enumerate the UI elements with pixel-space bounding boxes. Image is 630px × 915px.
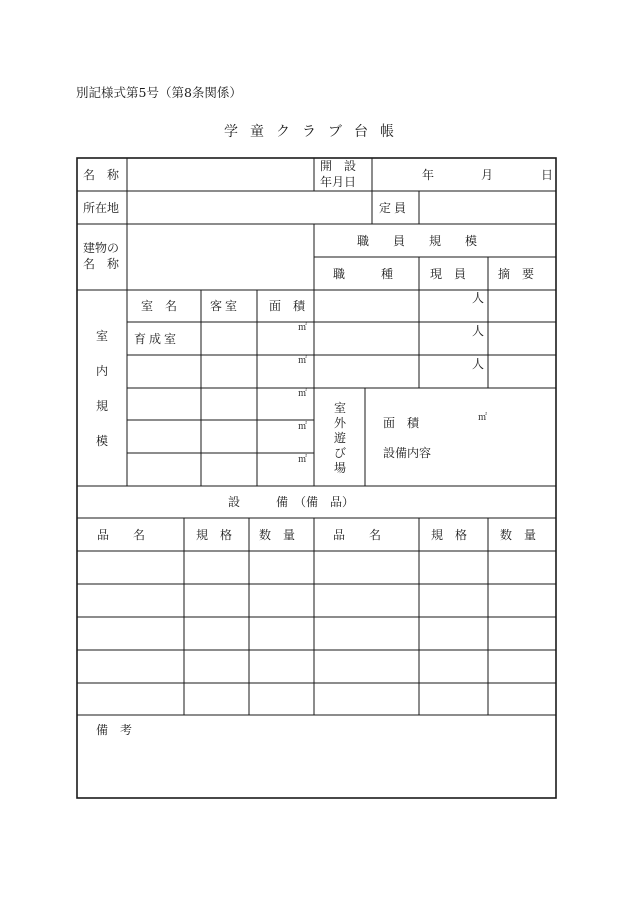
capacity-label: 定員 — [379, 201, 410, 215]
square-meter-unit: ㎡ — [298, 422, 308, 432]
outdoor-label-char: 外 — [334, 416, 347, 430]
indoor-label-char: 内 — [96, 364, 109, 378]
outdoor-label-char: 遊 — [334, 431, 347, 445]
equipment-content-label: 設備内容 — [383, 446, 432, 460]
summary-label: 摘 要 — [498, 267, 535, 281]
equipment-section-label: 設 備 （備 品） — [228, 495, 355, 509]
form-reference: 別記様式第5号（第8条関係） — [76, 85, 242, 100]
indoor-label-char: 規 — [96, 399, 109, 413]
equipment-column-header: 規 格 — [196, 528, 233, 542]
outdoor-label-char: び — [334, 446, 347, 460]
square-meter-unit: ㎡ — [298, 389, 308, 399]
square-meter-unit: ㎡ — [298, 356, 308, 366]
opening-date-label-2: 年月日 — [320, 175, 357, 189]
form-border — [77, 158, 556, 798]
indoor-label-char: 室 — [96, 329, 109, 343]
building-name-label-2: 名 称 — [83, 257, 120, 271]
person-unit: 人 — [472, 357, 485, 371]
equipment-column-header: 数 量 — [259, 528, 296, 542]
equipment-column-header: 規 格 — [431, 528, 468, 542]
room-name-label: 室 名 — [141, 299, 178, 313]
opening-date-label-1: 開 設 — [320, 159, 357, 173]
address-label: 所在地 — [83, 201, 120, 215]
square-meter-unit: ㎡ — [298, 323, 308, 333]
area-label: 面 積 — [269, 299, 306, 313]
day-label: 日 — [541, 168, 554, 182]
year-label: 年 — [422, 168, 435, 182]
square-meter-unit: ㎡ — [478, 413, 488, 423]
equipment-column-header: 品 名 — [333, 528, 382, 542]
job-type-label: 職 種 — [333, 267, 394, 281]
month-label: 月 — [481, 168, 494, 182]
equipment-column-header: 品 名 — [97, 528, 146, 542]
outdoor-area-label: 面 積 — [383, 416, 420, 430]
person-unit: 人 — [472, 291, 485, 305]
outdoor-label-char: 室 — [334, 401, 347, 415]
building-name-label-1: 建物の — [83, 241, 120, 255]
remarks-label: 備 考 — [96, 723, 133, 737]
guest-room-label: 客室 — [210, 299, 241, 313]
name-label: 名 称 — [83, 168, 120, 182]
room-name-cell: 育成室 — [134, 332, 180, 346]
document-title: 学童クラブ台帳 — [224, 124, 406, 140]
person-unit: 人 — [472, 324, 485, 338]
current-staff-label: 現 員 — [430, 267, 467, 281]
outdoor-label-char: 場 — [334, 461, 347, 475]
indoor-label-char: 模 — [96, 434, 109, 448]
staff-scale-label: 職 員 規 模 — [357, 234, 478, 248]
equipment-column-header: 数 量 — [500, 528, 537, 542]
square-meter-unit: ㎡ — [298, 455, 308, 465]
